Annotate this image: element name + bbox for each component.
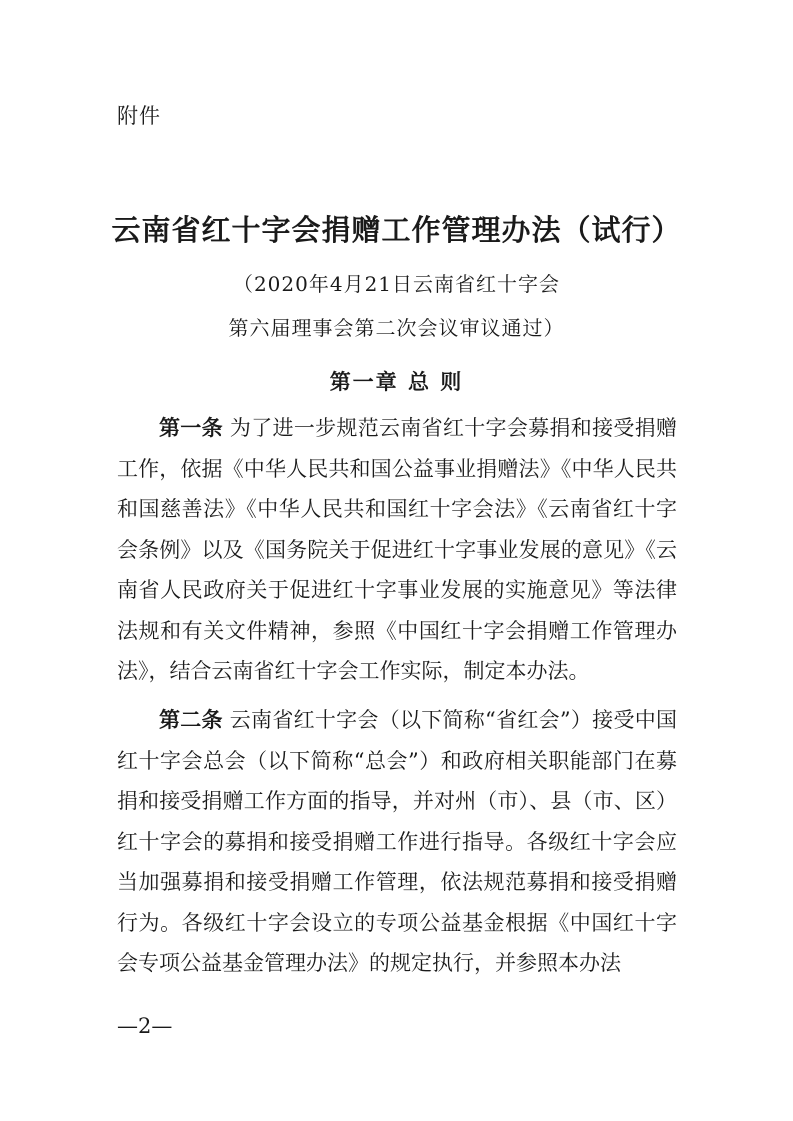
chapter-title: 第一章 总 则 [329,370,464,394]
article-2-text: 云南省红十字会（以下简称“省红会”）接受中国红十字会总会（以下简称“总会”）和政府相关职能部门在募捐和接受捐赠工作方面的指导，并对州（市）、县（市、区）红十字会的募捐和接受捐赠工作进行指导。各级红十字会应当加强募捐和接受捐赠工作管理，依法规范募捐和接受捐赠行为。各级红十字会设立的专项公益基金根据《中国红十字会专项公益基金管理办法》的规定执行，并参照本办法 [117,708,677,975]
document-title: 云南省红十字会捐赠工作管理办法（试行） [111,213,682,247]
article-1-text: 为了进一步规范云南省红十字会募捐和接受捐赠工作，依据《中华人民共和国公益事业捐赠法》《中华人民共和国慈善法》《中华人民共和国红十字会法》《云南省红十字会条例》以及《国务院关于促进红十字事业发展的意见》《云南省人民政府关于促进红十字事业发展的实施意见》等法律法规和有关文件精神，参照《中国红十字会捐赠工作管理办法》，结合云南省红十字会工作实际，制定本办法。 [117,416,677,683]
article-2-heading: 第二条 [159,708,223,732]
document-subtitle-line1: （2020年4月21日云南省红十字会 [232,272,561,296]
article-1-heading: 第一条 [159,416,223,440]
article-1 [117,408,677,692]
article-2 [117,700,677,984]
page-number: —2— [117,1014,173,1038]
attachment-label: 附件 [117,104,161,128]
document-subtitle-line2: 第六届理事会第二次会议审议通过） [228,316,565,340]
